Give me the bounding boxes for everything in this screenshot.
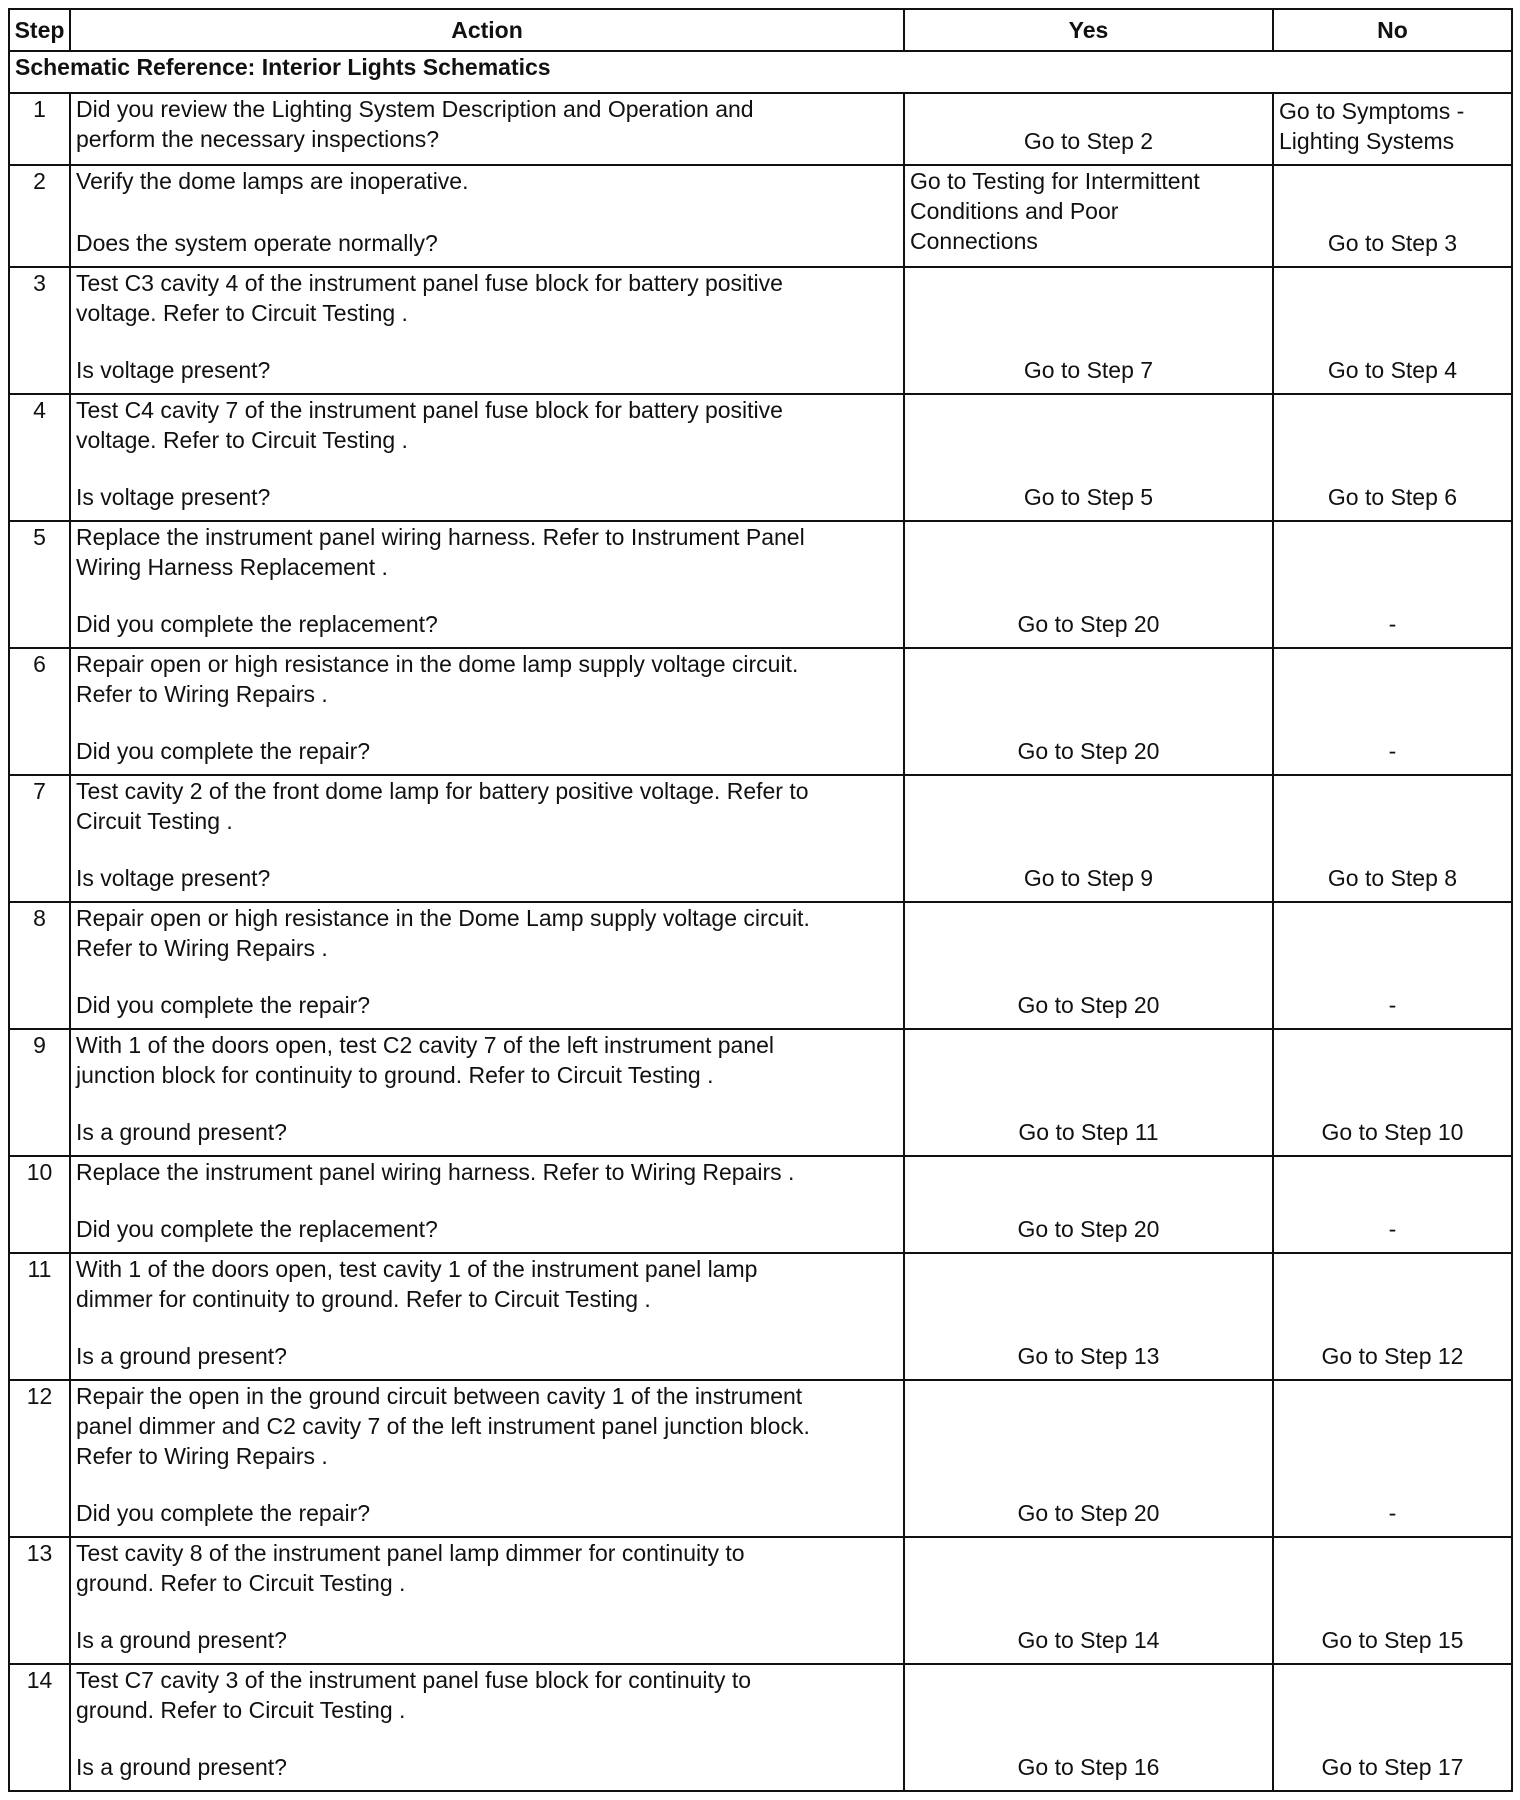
action-question: Is voltage present? [76,865,271,891]
yes-cell [904,93,1273,165]
yes-content [910,776,1267,895]
action-line: Repair open or high resistance in the Dome Lamp supply voltage circuit. [76,905,810,931]
action-question: Is a ground present? [76,1754,287,1780]
yes-content [910,903,1267,1022]
action-cell [70,1253,904,1380]
yes-content [910,1254,1267,1373]
no-cell [1273,394,1512,521]
step-number: 3 [9,267,70,394]
action-question: Does the system operate normally? [76,230,438,256]
yes-content [910,1157,1267,1246]
action-content [76,1381,898,1530]
yes-link[interactable]: Go to Step 2 [1023,128,1154,154]
header-no: No [1273,9,1512,51]
no-cell [1273,775,1512,902]
no-content [1279,94,1506,158]
action-line: With 1 of the doors open, test C2 cavity 7 of the left instrument panel [76,1032,775,1058]
action-content [76,166,898,260]
action-line: panel dimmer and C2 cavity 7 of the left instrument panel junction block. [76,1413,810,1439]
no-content [1279,1665,1506,1784]
table-row [9,1253,1512,1380]
no-content [1279,776,1506,895]
no-content [1279,522,1506,641]
action-line: perform the necessary inspections? [76,126,440,152]
yes-line: Conditions and Poor [910,198,1119,224]
table-row [9,648,1512,775]
action-line: Test C7 cavity 3 of the instrument panel fuse block for continuity to [76,1667,752,1693]
no-cell [1273,165,1512,267]
no-content [1279,268,1506,387]
action-content [76,1665,898,1784]
action-line: Did you review the Lighting System Description and Operation and [76,96,754,122]
action-line: Test cavity 2 of the front dome lamp for battery positive voltage. Refer to [76,778,809,804]
action-line: Circuit Testing . [76,808,233,834]
yes-link[interactable]: Go to Step 11 [1018,1119,1159,1145]
action-line: Verify the dome lamps are inoperative. [76,168,469,194]
no-content [1279,1381,1506,1530]
no-line: Go to Symptoms - [1279,98,1465,124]
action-cell [70,521,904,648]
yes-cell [904,165,1273,267]
table-row [9,1029,1512,1156]
action-cell [70,267,904,394]
no-link[interactable]: Go to Step 10 [1321,1119,1464,1145]
action-cell [70,1380,904,1537]
action-content [76,1030,898,1149]
step-number: 12 [9,1380,70,1537]
action-line: ground. Refer to Circuit Testing . [76,1697,406,1723]
yes-cell [904,1664,1273,1791]
yes-link[interactable]: Go to Step 9 [1023,865,1154,891]
action-cell [70,93,904,165]
step-number: 10 [9,1156,70,1253]
no-cell [1273,1156,1512,1253]
table-row [9,1664,1512,1791]
action-cell [70,165,904,267]
no-link[interactable]: Go to Step 4 [1327,357,1458,383]
no-link[interactable] [1279,96,1506,158]
no-dash: - [1388,1500,1397,1526]
yes-link[interactable]: Go to Step 20 [1017,1216,1160,1242]
header-action: Action [70,9,904,51]
yes-link[interactable]: Go to Step 20 [1017,1500,1160,1526]
no-cell [1273,1253,1512,1380]
action-question: Did you complete the replacement? [76,1216,438,1242]
action-content [76,395,898,514]
yes-link[interactable]: Go to Step 7 [1023,357,1154,383]
step-number: 7 [9,775,70,902]
yes-content [910,1538,1267,1657]
yes-link[interactable]: Go to Step 20 [1017,738,1160,764]
action-content [76,776,898,895]
action-content [76,903,898,1022]
no-dash: - [1388,1216,1397,1242]
action-cell [70,1156,904,1253]
action-content [76,268,898,387]
no-dash: - [1388,992,1397,1018]
no-cell [1273,521,1512,648]
action-cell [70,1537,904,1664]
yes-content [910,395,1267,514]
action-content [76,94,898,158]
action-line: dimmer for continuity to ground. Refer to Circuit Testing . [76,1286,651,1312]
yes-link[interactable]: Go to Step 20 [1017,992,1160,1018]
action-cell [70,775,904,902]
yes-content [910,268,1267,387]
no-dash: - [1388,738,1397,764]
header-row [9,9,1512,51]
action-line: Test cavity 8 of the instrument panel lamp dimmer for continuity to [76,1540,745,1566]
action-line: Replace the instrument panel wiring harness. Refer to Wiring Repairs . [76,1159,795,1185]
no-dash: - [1388,611,1397,637]
action-content [76,1254,898,1373]
diagnostic-table [8,8,1513,1792]
no-content [1279,1157,1506,1246]
action-cell [70,394,904,521]
step-number: 1 [9,93,70,165]
table-row [9,521,1512,648]
step-number: 9 [9,1029,70,1156]
yes-cell [904,394,1273,521]
no-content [1279,395,1506,514]
yes-link[interactable]: Go to Step 16 [1017,1754,1160,1780]
no-content [1279,1538,1506,1657]
yes-cell [904,1537,1273,1664]
yes-content [910,1030,1267,1149]
no-link[interactable]: Go to Step 17 [1321,1754,1464,1780]
no-content [1279,649,1506,768]
no-cell [1273,267,1512,394]
action-content [76,1157,898,1246]
action-line: Repair open or high resistance in the dome lamp supply voltage circuit. [76,651,799,677]
schematic-reference: Schematic Reference: Interior Lights Schematics [9,51,1512,93]
action-line: junction block for continuity to ground. Refer to Circuit Testing . [76,1062,714,1088]
action-question: Is a ground present? [76,1119,287,1145]
no-cell [1273,1029,1512,1156]
action-question: Is a ground present? [76,1627,287,1653]
action-line: Refer to Wiring Repairs . [76,1443,328,1469]
table-row [9,1537,1512,1664]
step-number: 4 [9,394,70,521]
action-line: Test C4 cavity 7 of the instrument panel fuse block for battery positive [76,397,783,423]
action-content [76,649,898,768]
yes-content [910,522,1267,641]
yes-line: Go to Testing for Intermittent [910,168,1200,194]
action-question: Did you complete the replacement? [76,611,438,637]
table-row [9,1156,1512,1253]
table-row [9,394,1512,521]
no-cell [1273,1537,1512,1664]
yes-cell [904,648,1273,775]
table-row [9,267,1512,394]
action-question: Did you complete the repair? [76,738,371,764]
table-row [9,165,1512,267]
table-row [9,93,1512,165]
yes-content [910,94,1267,158]
yes-cell [904,1156,1273,1253]
no-cell [1273,648,1512,775]
yes-content [910,1665,1267,1784]
step-number: 2 [9,165,70,267]
no-content [1279,903,1506,1022]
action-cell [70,902,904,1029]
action-cell [70,648,904,775]
yes-link[interactable]: Go to Step 5 [1023,484,1154,510]
yes-content [910,1381,1267,1530]
action-line: Refer to Wiring Repairs . [76,681,328,707]
action-line: ground. Refer to Circuit Testing . [76,1570,406,1596]
table-row [9,775,1512,902]
yes-link[interactable]: Go to Step 20 [1017,611,1160,637]
action-line: voltage. Refer to Circuit Testing . [76,300,408,326]
step-number: 5 [9,521,70,648]
no-link[interactable]: Go to Step 6 [1327,484,1458,510]
no-cell [1273,1664,1512,1791]
yes-link[interactable]: Go to Step 14 [1017,1627,1160,1653]
yes-content [910,649,1267,768]
step-number: 13 [9,1537,70,1664]
step-number: 14 [9,1664,70,1791]
yes-content [910,166,1267,260]
action-question: Is a ground present? [76,1343,287,1369]
action-cell [70,1664,904,1791]
table-row [9,1380,1512,1537]
step-number: 6 [9,648,70,775]
step-number: 8 [9,902,70,1029]
no-link[interactable]: Go to Step 3 [1327,230,1458,256]
no-content [1279,1254,1506,1373]
action-line: Wiring Harness Replacement . [76,554,388,580]
action-line: voltage. Refer to Circuit Testing . [76,427,408,453]
yes-cell [904,521,1273,648]
no-content [1279,1030,1506,1149]
yes-cell [904,1029,1273,1156]
no-link[interactable]: Go to Step 15 [1321,1627,1464,1653]
yes-cell [904,1380,1273,1537]
action-line: With 1 of the doors open, test cavity 1 of the instrument panel lamp [76,1256,758,1282]
action-content [76,1538,898,1657]
schematic-reference-row [9,51,1512,93]
action-content [76,522,898,641]
no-cell [1273,902,1512,1029]
no-link[interactable]: Go to Step 8 [1327,865,1458,891]
action-line: Refer to Wiring Repairs . [76,935,328,961]
action-question: Is voltage present? [76,357,271,383]
action-line: Repair the open in the ground circuit between cavity 1 of the instrument [76,1383,803,1409]
header-yes: Yes [904,9,1273,51]
yes-cell [904,1253,1273,1380]
header-step: Step [9,9,70,51]
no-cell [1273,93,1512,165]
action-cell [70,1029,904,1156]
table-row [9,902,1512,1029]
yes-line: Connections [910,228,1038,254]
yes-cell [904,775,1273,902]
no-link[interactable]: Go to Step 12 [1321,1343,1464,1369]
step-number: 11 [9,1253,70,1380]
action-line: Test C3 cavity 4 of the instrument panel fuse block for battery positive [76,270,783,296]
yes-cell [904,267,1273,394]
no-content [1279,166,1506,260]
no-cell [1273,1380,1512,1537]
no-line: Lighting Systems [1279,128,1455,154]
action-question: Did you complete the repair? [76,992,371,1018]
yes-link[interactable]: Go to Step 13 [1017,1343,1160,1369]
action-question: Is voltage present? [76,484,271,510]
yes-cell [904,902,1273,1029]
action-line: Replace the instrument panel wiring harness. Refer to Instrument Panel [76,524,805,550]
action-question: Did you complete the repair? [76,1500,371,1526]
